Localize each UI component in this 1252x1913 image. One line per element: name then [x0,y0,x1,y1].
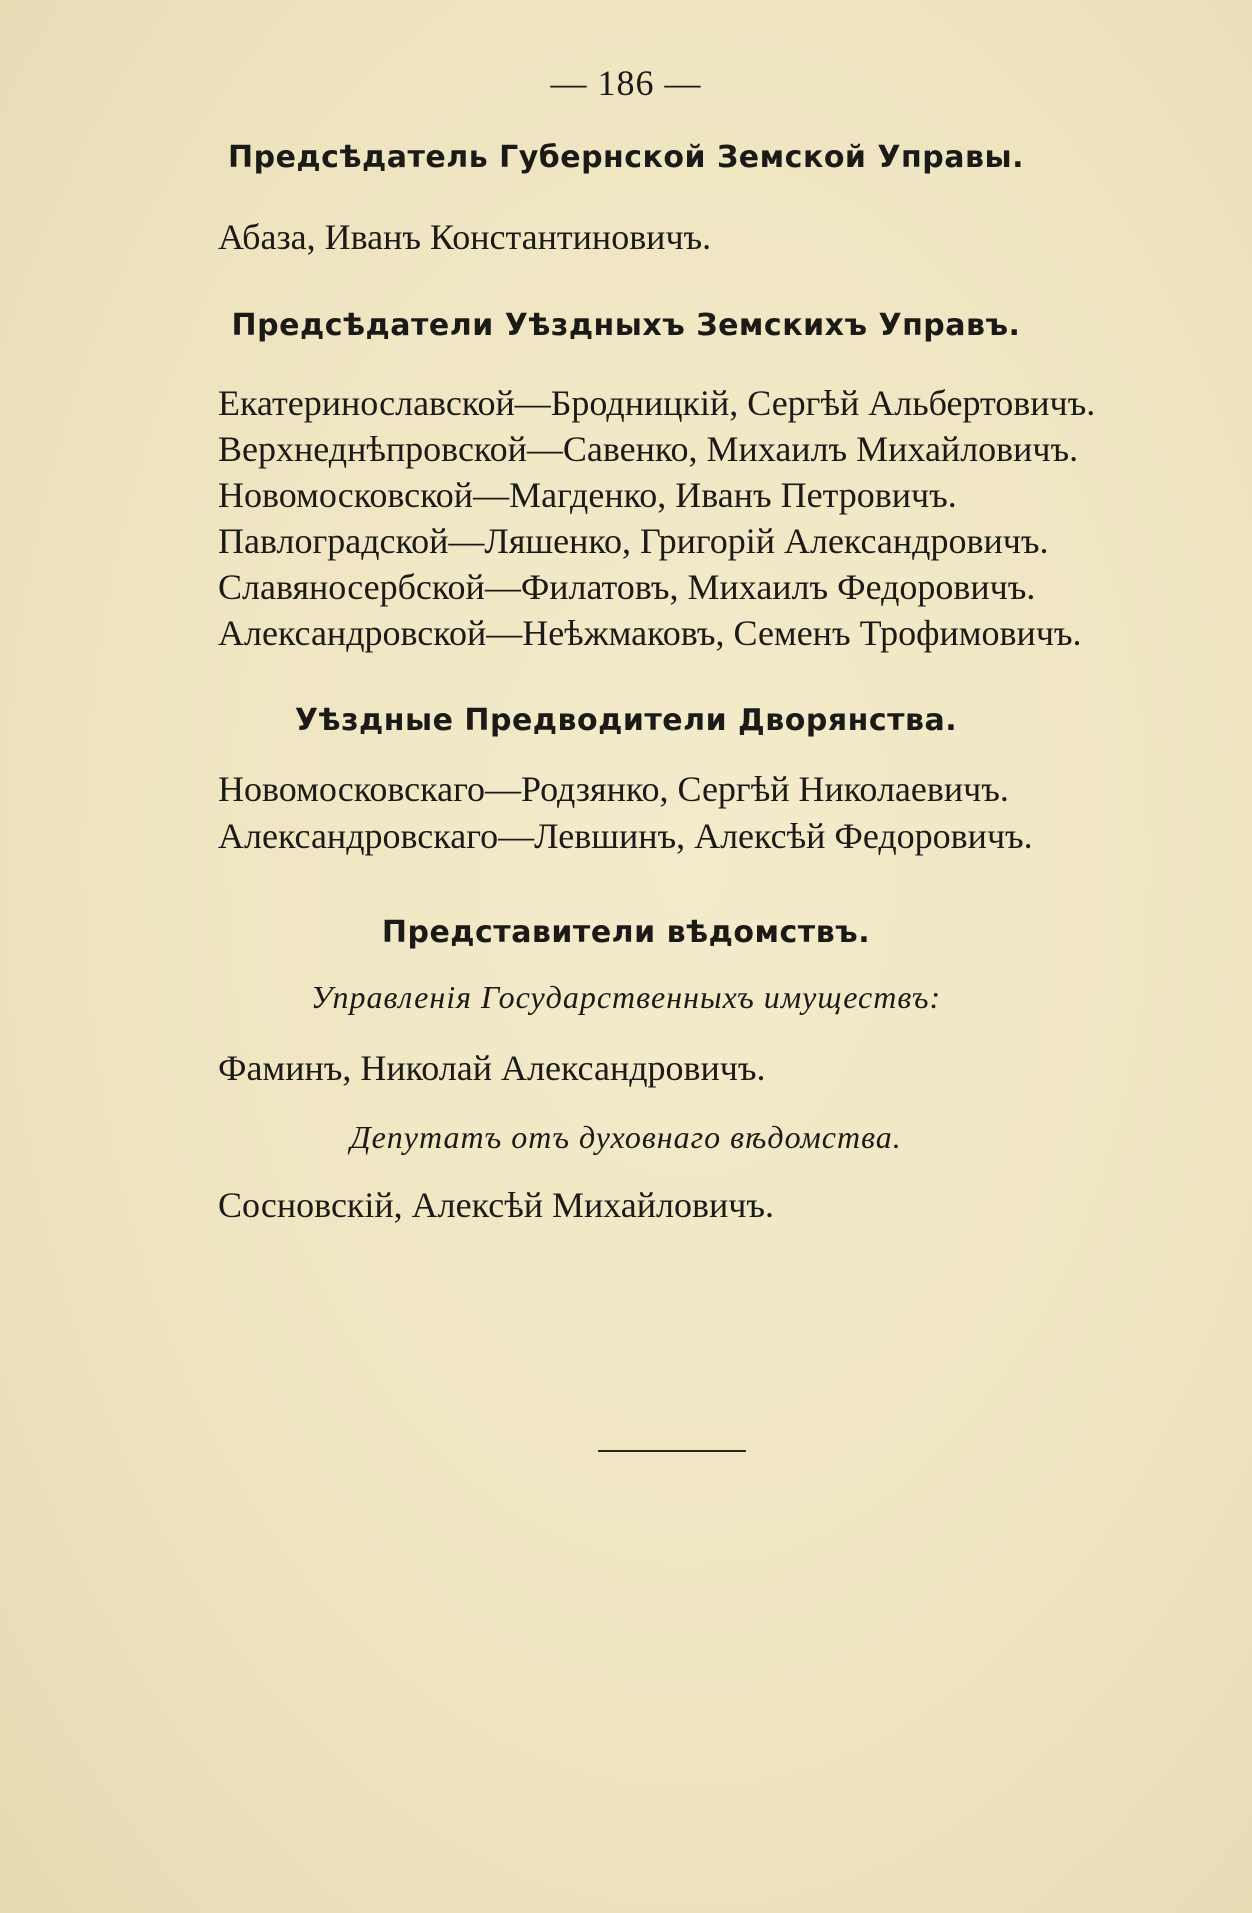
entry-line: Абаза, Иванъ Константиновичъ. [218,217,712,257]
entry-line: Славяносербской—Филатовъ, Михаилъ Федоровичъ. [218,567,1036,607]
entry-line: Екатеринославской—Бродницкій, Сергѣй Альбертовичъ. [218,383,1096,423]
subheading-clergy-deputy: Депутатъ отъ духовнаго вѣдомства. [350,1119,902,1155]
entry-line: Фаминъ, Николай Александровичъ. [218,1048,766,1088]
entry-line: Сосновскій, Алексѣй Михайловичъ. [218,1185,774,1225]
entry-line: Новомосковскаго—Родзянко, Сергѣй Николаевичъ. [218,769,1009,809]
entry-line: Александровскаго—Левшинъ, Алексѣй Федоровичъ. [218,816,1033,856]
section-heading-nobility-marshals: Уѣздные Предводители Дворянства. [294,703,958,738]
section-heading-governor-board: Предсѣдатель Губернской Земской Управы. [228,140,1024,175]
entry-line: Верхнеднѣпровской—Савенко, Михаилъ Михайловичъ. [218,429,1079,469]
entry-line: Новомосковской—Магденко, Иванъ Петровичъ. [218,475,957,515]
entry-line: Александровской—Неѣжмаковъ, Семенъ Трофимовичъ. [218,613,1082,653]
entry-line: Павлоградской—Ляшенко, Григорій Александровичъ. [218,521,1049,561]
page-number: — 186 — [550,63,702,103]
section-heading-department-representatives: Представители вѣдомствъ. [381,915,871,950]
closing-rule [598,1450,746,1452]
section-heading-district-boards: Предсѣдатели Уѣздныхъ Земскихъ Управъ. [231,308,1021,343]
subheading-state-property: Управленія Государственныхъ имуществъ: [310,979,942,1015]
